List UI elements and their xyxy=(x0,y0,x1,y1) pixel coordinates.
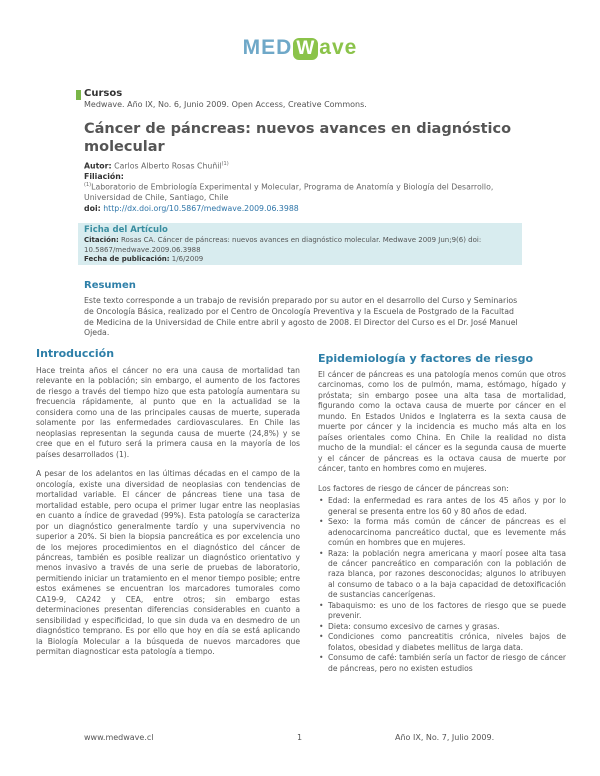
medwave-logo: MED W ave xyxy=(242,36,358,59)
abstract-heading: Resumen xyxy=(84,280,136,291)
publication-date-value: 1/6/2009 xyxy=(171,255,204,263)
article-title: Cáncer de páncreas: nuevos avances en diagnóstico molecular xyxy=(84,121,512,156)
risk-factors-intro: Los factores de riesgo de cáncer de páncreas son: xyxy=(318,483,509,493)
doi-label: doi: xyxy=(84,204,101,213)
section-marker xyxy=(76,90,81,100)
epidemiology-paragraph: El cáncer de páncreas es una patología menos común que otros carcinomas, como los de pulmón, mama, estómago, hígado y próstata; sin embargo posee una alta tasa de mortalidad, figurando como la octava causa de muerte por cáncer en el mundo. En Estados Unidos e Inglaterra es la sexta causa de muerte por cáncer y la incidencia es mucho más alta en los países orientales como China. En Chile la realidad no dista mucho de la mundial: el cáncer es la segunda causa de muerte y el cáncer de páncreas es la octava causa de muerte por cáncer, tanto en hombres como en mujeres. xyxy=(318,370,566,474)
list-item: • Sexo: la forma más común de cáncer de páncreas es el adenocarcinoma pancreático ductal, que es levemente más común en hombres que en mujeres. xyxy=(328,517,566,548)
risk-factors-list xyxy=(318,496,566,674)
list-item: • Condiciones como pancreatitis crónica, niveles bajos de folatos, obesidad y diabetes mellitus de larga data. xyxy=(328,632,566,653)
publication-date-label: Fecha de publicación: xyxy=(84,255,170,263)
doi-link[interactable]: http://dx.doi.org/10.5867/medwave.2009.06.3988 xyxy=(103,204,299,213)
citation xyxy=(84,236,518,255)
list-item: • Tabaquismo: es uno de los factores de riesgo que se puede prevenir. xyxy=(328,601,566,622)
abstract-text: Este texto corresponde a un trabajo de revisión preparado por su autor en el desarrollo del Curso y Seminarios de Oncología Básica, realizado por el Centro de Oncología Preventiva y la Escuela de Postgrado de la Facultad de Medicina de la Universidad de Chile entre abril y agosto de 2008. El Director del Curso es el Dr. José Manuel Ojeda. xyxy=(84,296,518,338)
intro-paragraph: A pesar de los adelantos en las últimas décadas en el campo de la oncología, existe una diversidad de neoplasias con tendencias de mortalidad variable. El cáncer de páncreas tiene una tasa de mortalidad estable, pero ocupa el primer lugar entre las neoplasias en cuanto a índice de gravedad (99%). Esta patología se caracteriza por un diagnóstico generalmente tardío y una supervivencia no superior a 20%. Si bien la biopsia pancreática es por excelencia uno de los mejores procedimientos en el diagnóstico del cáncer de páncreas, también es posible realizar un diagnóstico orientativo y menos invasivo a través de una serie de pruebas de laboratorio, permitiendo iniciar un tratamiento en el menor tiempo posible; entre estos exámenes se encuentran los marcadores tumorales como CA19-9, CA242 y CEA, entre otros; sin embargo estas determinaciones presentan diferencias considerables en cuanto a sensibilidad y especificidad, lo que sin duda va en desmedro de un diagnóstico temprano. Es por ello que hoy en día se está aplicando la Biología Molecular a la búsqueda de nuevos marcadores que permitan diagnosticar esta patología a tiempo. xyxy=(36,469,300,657)
author-sup: (1) xyxy=(221,161,229,167)
epidemiology-column xyxy=(318,370,566,674)
footer-page-number: 1 xyxy=(297,733,303,742)
list-item: • Dieta: consumo excesivo de carnes y grasas. xyxy=(328,622,566,632)
intro-heading: Introducción xyxy=(36,347,115,360)
intro-column xyxy=(36,366,300,667)
author-name: Carlos Alberto Rosas Chuñil xyxy=(114,161,222,171)
author-label: Autor: xyxy=(84,161,112,171)
affiliation-body: Laboratorio de Embriología Experimental y Molecular, Programa de Anatomía y Biología del Desarrollo, Universidad de Chile, Santiago, Chile xyxy=(84,182,494,203)
footer-website: www.medwave.cl xyxy=(84,733,154,742)
intro-paragraph: Hace treinta años el cáncer no era una causa de mortalidad tan relevante en la población; sin embargo, el aumento de los factores de riesgo a través del tiempo hizo que esta patología aumentara su frecuencia rápidamente, al punto que en la actualidad se la considera como una de las principales causas de muerte, superada solamente por las enfermedades cardiovasculares. En Chile las neoplasias representan la segunda causa de muerte (24,8%) y se cree que en el futuro será la primera causa en la mayoría de los países desarrollados (1). xyxy=(36,366,300,459)
footer-issue: Año IX, No. 7, Julio 2009. xyxy=(395,733,495,742)
section-tag: Cursos xyxy=(84,88,123,99)
epidemiology-heading: Epidemiología y factores de riesgo xyxy=(318,352,534,365)
article-info-title: Ficha del Artículo xyxy=(84,225,168,235)
affiliation-label: Filiación: xyxy=(84,172,124,181)
author-line xyxy=(84,161,524,172)
list-item: • Raza: la población negra americana y maorí posee alta tasa de cáncer pancreático en comparación con la población de raza blanca, por razones desconocidas; algunos lo atribuyen al consumo de tabaco o a la baja capacidad de detoxificación de sustancias cancerígenas. xyxy=(328,549,566,601)
affiliation-text xyxy=(84,182,524,204)
citation-text: Rosas CA. Cáncer de páncreas: nuevos avances en diagnóstico molecular. Medwave 2009 Jun;9(6) doi: 10.5867/medwave.2009.06.3988 xyxy=(84,236,482,254)
doi-line xyxy=(84,204,299,214)
meta-line: Medwave. Año IX, No. 6, Junio 2009. Open Access, Creative Commons. xyxy=(84,100,367,109)
citation-label: Citación: xyxy=(84,236,119,244)
list-item: • Edad: la enfermedad es rara antes de los 45 años y por lo general se presenta entre los 60 y 80 años de edad. xyxy=(328,496,566,517)
list-item: • Consumo de café: también sería un factor de riesgo de cáncer de páncreas, pero no existen estudios xyxy=(328,653,566,674)
affiliation-sup: (1) xyxy=(84,182,92,188)
publication-date xyxy=(84,255,203,264)
